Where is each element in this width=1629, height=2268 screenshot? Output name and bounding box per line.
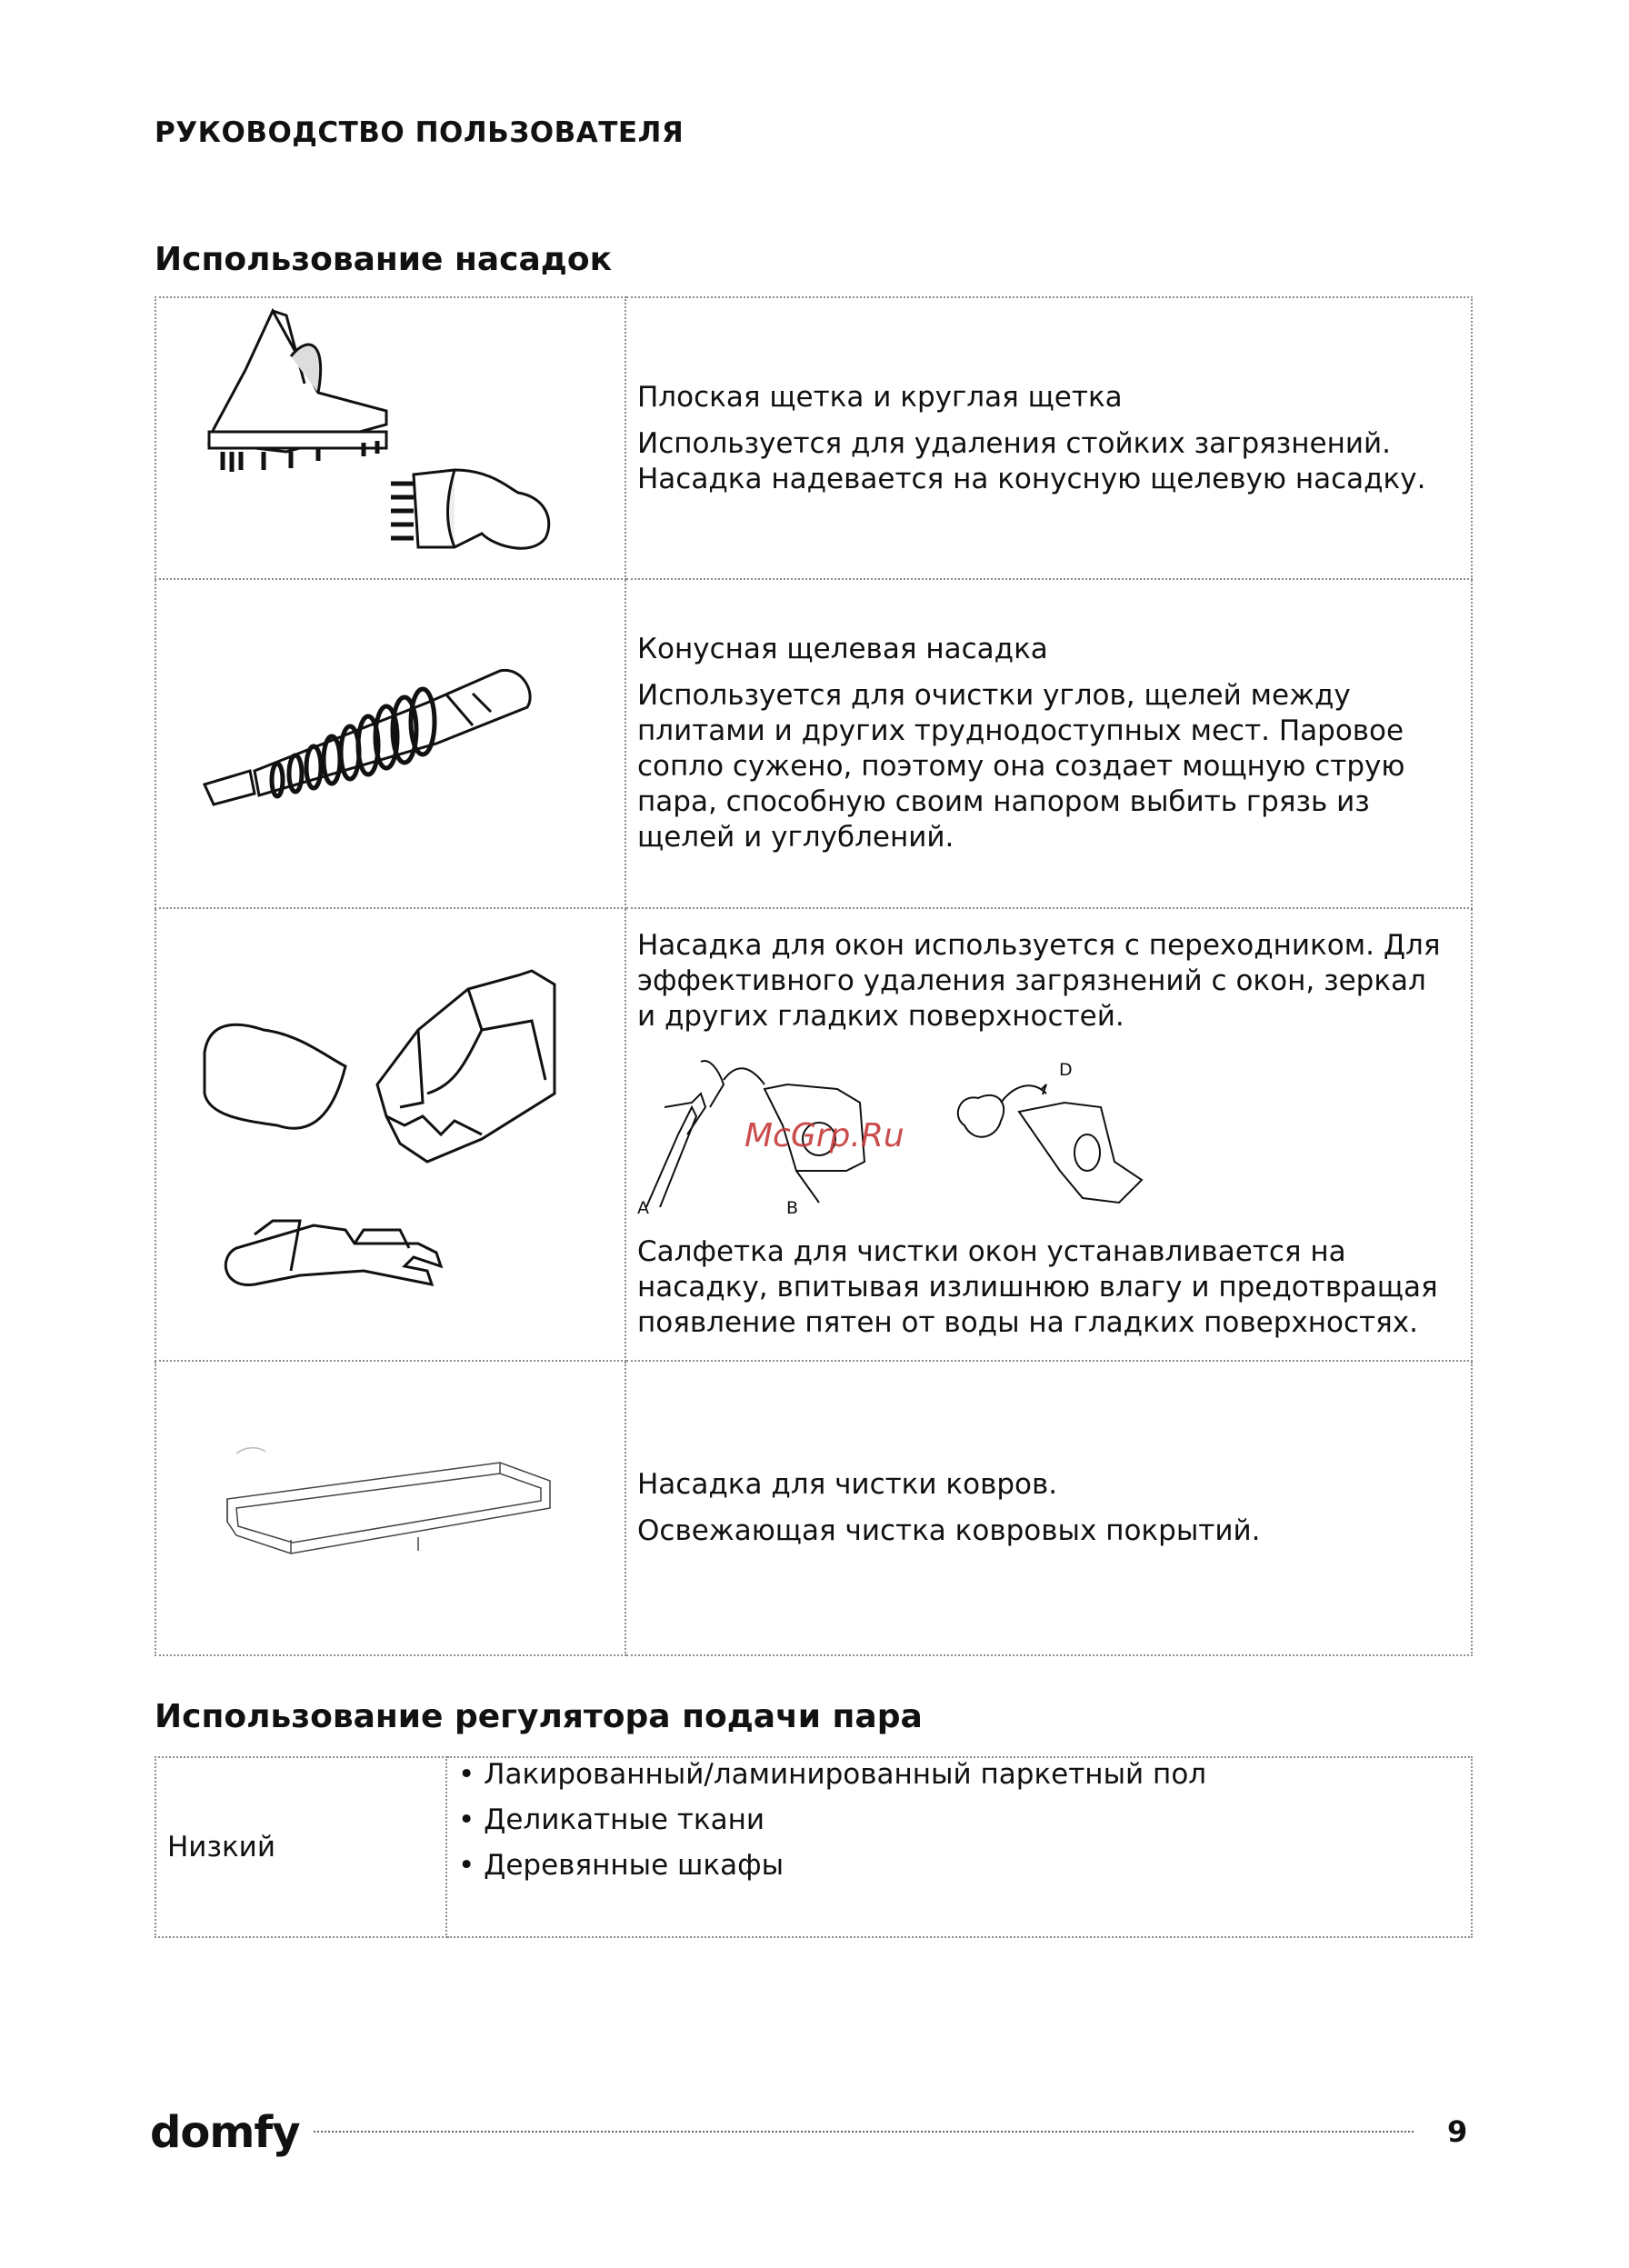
- crevice-illustration-cell: [155, 579, 625, 908]
- window-installation-figure: [637, 1053, 1146, 1218]
- window-nozzle-illustration: [182, 957, 600, 1312]
- page-number: 9: [1447, 2114, 1468, 2149]
- carpet-glider-illustration: [209, 1435, 573, 1581]
- list-item: • Деревянные шкафы: [458, 1849, 785, 1882]
- list-item: • Деликатные ткани: [458, 1803, 765, 1836]
- steam-level: Низкий: [155, 1757, 446, 1937]
- figure-label-b: B: [786, 1198, 799, 1218]
- crevice-nozzle-illustration: [200, 657, 582, 830]
- footer-divider: [314, 2131, 1414, 2133]
- flat-and-round-brush-illustration: [182, 306, 600, 570]
- nozzle-description: Используется для удаления стойких загрязнений. Насадка надевается на конусную щелевую насадку.: [637, 426, 1426, 495]
- steam-uses-list: [458, 1752, 1470, 1888]
- crevice-description-cell: [625, 579, 1472, 908]
- window-nozzle-intro: Насадка для окон используется с переходником. Для эффективного удаления загрязнений с окон, зеркал и других гладких поверхностей.: [637, 929, 1441, 1033]
- nozzle-description: Освежающая чистка ковровых покрытий.: [637, 1514, 1261, 1547]
- watermark: McGrp.Ru: [745, 1117, 904, 1154]
- brush-description-cell: [625, 297, 1472, 579]
- carpet-description-cell: [625, 1361, 1472, 1655]
- window-description-cell: [625, 908, 1472, 1361]
- table-row: [155, 579, 1472, 908]
- window-cloth-note: Салфетка для чистки окон устанавливается на насадку, впитывая излишнюю влагу и предотвращая появление пятен от воды на гладких поверхностях.: [637, 1235, 1438, 1339]
- nozzles-table: [155, 296, 1473, 1656]
- steam-table: [155, 1756, 1473, 1938]
- window-illustration-cell: [155, 908, 625, 1361]
- figure-label-d: D: [1059, 1060, 1073, 1080]
- brush-illustration-cell: [155, 297, 625, 579]
- nozzle-name: Плоская щетка и круглая щетка: [637, 380, 1123, 414]
- brand-logo: domfy: [150, 2107, 300, 2158]
- nozzle-name: Насадка для чистки ковров.: [637, 1468, 1058, 1501]
- installation-step-d-illustration: [946, 1053, 1146, 1214]
- list-item: • Лакированный/ламинированный паркетный пол: [458, 1758, 1207, 1791]
- steam-section-title: Использование регулятора подачи пара: [155, 1698, 923, 1735]
- table-row: [155, 1757, 1472, 1937]
- table-row: [155, 297, 1472, 579]
- nozzle-name: Конусная щелевая насадка: [637, 633, 1048, 665]
- document-header: РУКОВОДСТВО ПОЛЬЗОВАТЕЛЯ: [155, 116, 685, 149]
- table-row: [155, 908, 1472, 1361]
- nozzles-section-title: Использование насадок: [155, 241, 613, 278]
- carpet-illustration-cell: [155, 1361, 625, 1655]
- nozzle-description: Используется для очистки углов, щелей между плитами и других труднодоступных мест. Паровое сопло сужено, поэтому она создает мощную струю пара, способную своим напором выбить грязь из щелей и углублений.: [637, 679, 1405, 854]
- figure-label-a: A: [637, 1198, 649, 1218]
- steam-uses-cell: [446, 1757, 1472, 1937]
- table-row: [155, 1361, 1472, 1655]
